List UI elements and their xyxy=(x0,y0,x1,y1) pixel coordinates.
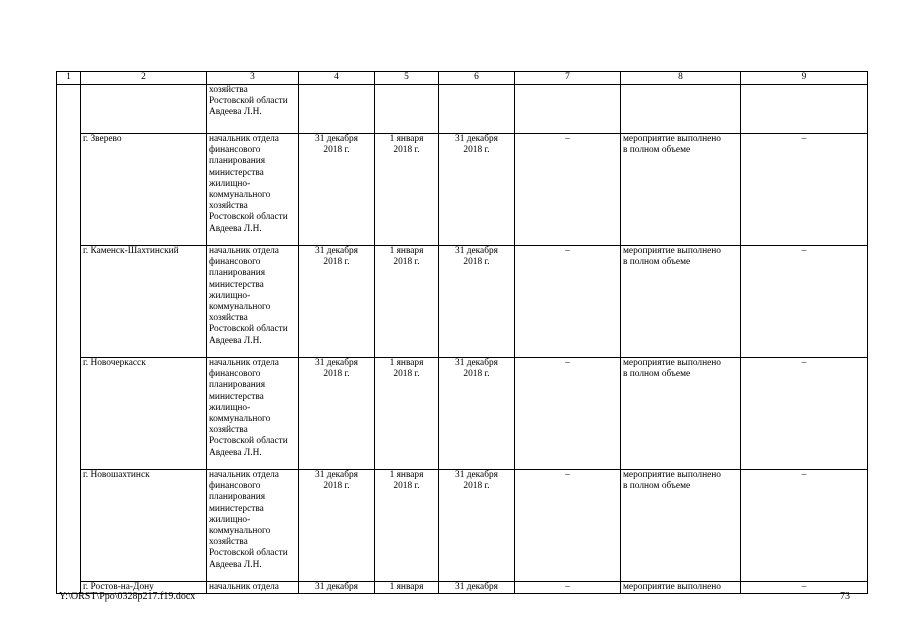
table-row xyxy=(57,358,868,470)
date-cell-col4: 31 декабря xyxy=(299,582,375,594)
cell-line: финансового xyxy=(209,481,261,492)
cell-line: 1 января xyxy=(389,246,424,256)
table-row-continuation xyxy=(57,85,868,134)
cell-line: министерства xyxy=(209,167,264,178)
cell-line: Авдеева Л.Н. xyxy=(209,447,262,458)
result-cell xyxy=(621,85,741,134)
result-cell xyxy=(621,470,741,582)
cell-line: 2018 г. xyxy=(323,257,350,268)
responsible-cell xyxy=(207,358,299,470)
note-cell: – xyxy=(741,582,868,594)
responsible-cell xyxy=(207,470,299,582)
cell-line: в полном объеме xyxy=(623,369,691,380)
date-cell-col6 xyxy=(439,246,515,358)
date-cell-col5 xyxy=(375,134,439,246)
cell-line: мероприятие выполнено xyxy=(623,246,721,256)
page-number: 73 xyxy=(840,591,850,602)
responsible-cell xyxy=(207,134,299,246)
date-cell-col5 xyxy=(375,246,439,358)
cell-line: финансового xyxy=(209,369,261,380)
city-cell: г. Новошахтинск xyxy=(81,470,207,582)
responsible-cell xyxy=(207,85,299,134)
cell-line: начальник отдела xyxy=(209,358,279,368)
column-number-1: 1 xyxy=(57,72,81,85)
column-number-7: 7 xyxy=(515,72,621,85)
cell-line: жилищно- xyxy=(209,402,251,413)
cell-line: начальник отдела xyxy=(209,134,279,144)
column-number-6: 6 xyxy=(439,72,515,85)
note-cell: – xyxy=(741,134,868,246)
cell-line: в полном объеме xyxy=(623,481,691,492)
column-number-row xyxy=(57,72,868,85)
cell-line: 1 января xyxy=(389,470,424,480)
cell-line: Авдеева Л.Н. xyxy=(209,335,262,346)
table-body xyxy=(57,85,868,594)
indicator-cell: – xyxy=(515,246,621,358)
date-end-cell xyxy=(299,85,375,134)
cell-line: начальник отдела xyxy=(209,246,279,256)
cell-line: финансового xyxy=(209,257,261,268)
cell-line: 2018 г. xyxy=(323,481,350,492)
cell-line: коммунального xyxy=(209,526,271,537)
cell-line: Авдеева Л.Н. xyxy=(209,559,262,570)
note-cell xyxy=(741,85,868,134)
cell-line: коммунального xyxy=(209,190,271,201)
column-number-4: 4 xyxy=(299,72,375,85)
cell-line: хозяйства xyxy=(209,425,248,436)
table-row xyxy=(57,134,868,246)
date-cell-col6: 31 декабря xyxy=(439,582,515,594)
date-actual-cell xyxy=(439,85,515,134)
cell-line: 1 января xyxy=(389,134,424,144)
column-number-2: 2 xyxy=(81,72,207,85)
cell-line: хозяйства xyxy=(209,201,248,212)
column-number-5: 5 xyxy=(375,72,439,85)
events-table xyxy=(56,71,868,594)
indicator-cell xyxy=(515,85,621,134)
cell-line: хозяйства xyxy=(209,85,248,95)
cell-line: планирования xyxy=(209,380,266,391)
cell-line: 2018 г. xyxy=(463,369,490,380)
cell-line: Ростовской области xyxy=(209,324,288,335)
date-cell-col6 xyxy=(439,358,515,470)
date-cell-col4 xyxy=(299,246,375,358)
cell-line: министерства xyxy=(209,279,264,290)
note-cell: – xyxy=(741,470,868,582)
note-cell: – xyxy=(741,246,868,358)
result-cell xyxy=(621,134,741,246)
date-cell-col6 xyxy=(439,470,515,582)
cell-line: мероприятие выполнено xyxy=(623,134,721,144)
cell-line: финансового xyxy=(209,145,261,156)
cell-line: 1 января xyxy=(389,358,424,368)
cell-line: в полном объеме xyxy=(623,145,691,156)
city-cell: г. Зверево xyxy=(81,134,207,246)
date-cell-col5: 1 января xyxy=(375,582,439,594)
responsible-cell xyxy=(207,246,299,358)
cell-line: мероприятие выполнено xyxy=(623,358,721,368)
note-cell: – xyxy=(741,358,868,470)
cell-line: 31 декабря xyxy=(455,246,498,256)
date-cell-col4 xyxy=(299,134,375,246)
indicator-cell: – xyxy=(515,358,621,470)
city-cell: г. Каменск-Шахтинский xyxy=(81,246,207,358)
cell-line: хозяйства xyxy=(209,313,248,324)
cell-line: жилищно- xyxy=(209,290,251,301)
result-cell xyxy=(621,246,741,358)
cell-line: коммунального xyxy=(209,414,271,425)
cell-line: 2018 г. xyxy=(463,257,490,268)
cell-line: коммунального xyxy=(209,302,271,313)
cell-line: 31 декабря xyxy=(315,358,358,368)
cell-line: министерства xyxy=(209,503,264,514)
cell-line: жилищно- xyxy=(209,178,251,189)
row-span-cell xyxy=(57,85,81,594)
date-cell-col5 xyxy=(375,358,439,470)
file-path: Y:\ORST\Ppo\0328p217.f19.docx xyxy=(59,591,196,602)
table-row xyxy=(57,246,868,358)
cell-line: планирования xyxy=(209,492,266,503)
cell-line: Авдеева Л.Н. xyxy=(209,223,262,234)
result-cell xyxy=(621,358,741,470)
cell-line: 31 декабря xyxy=(455,358,498,368)
cell-line: 2018 г. xyxy=(393,257,420,268)
cell-line: 31 декабря xyxy=(315,470,358,480)
responsible-cell: начальник отдела xyxy=(207,582,299,594)
cell-line: жилищно- xyxy=(209,514,251,525)
column-number-8: 8 xyxy=(621,72,741,85)
indicator-cell: – xyxy=(515,134,621,246)
cell-line: хозяйства xyxy=(209,537,248,548)
cell-line: планирования xyxy=(209,268,266,279)
cell-line: Ростовской области xyxy=(209,436,288,447)
indicator-cell: – xyxy=(515,582,621,594)
cell-line: 2018 г. xyxy=(393,145,420,156)
cell-line: 2018 г. xyxy=(463,481,490,492)
column-number-9: 9 xyxy=(741,72,868,85)
cell-line: 2018 г. xyxy=(323,369,350,380)
date-start-cell xyxy=(375,85,439,134)
date-cell-col5 xyxy=(375,470,439,582)
cell-line: 31 декабря xyxy=(315,246,358,256)
cell-line: Авдеева Л.Н. xyxy=(209,107,262,118)
date-cell-col6 xyxy=(439,134,515,246)
cell-line: министерства xyxy=(209,391,264,402)
city-cell: г. Ростов-на-Дону xyxy=(81,582,207,594)
cell-line: начальник отдела xyxy=(209,470,279,480)
date-cell-col4 xyxy=(299,358,375,470)
city-cell xyxy=(81,85,207,134)
result-cell: мероприятие выполнено xyxy=(621,582,741,594)
cell-line: в полном объеме xyxy=(623,257,691,268)
cell-line: планирования xyxy=(209,156,266,167)
column-number-3: 3 xyxy=(207,72,299,85)
cell-line: 2018 г. xyxy=(393,369,420,380)
indicator-cell: – xyxy=(515,470,621,582)
date-cell-col4 xyxy=(299,470,375,582)
cell-line: Ростовской области xyxy=(209,96,288,107)
cell-line: 2018 г. xyxy=(463,145,490,156)
cell-line: 2018 г. xyxy=(323,145,350,156)
cell-line: 2018 г. xyxy=(393,481,420,492)
cell-line: Ростовской области xyxy=(209,548,288,559)
cell-line: Ростовской области xyxy=(209,212,288,223)
cell-line: 31 декабря xyxy=(455,134,498,144)
table-row xyxy=(57,470,868,582)
city-cell: г. Новочеркасск xyxy=(81,358,207,470)
cell-line: 31 декабря xyxy=(455,470,498,480)
cell-line: 31 декабря xyxy=(315,134,358,144)
cell-line: мероприятие выполнено xyxy=(623,470,721,480)
